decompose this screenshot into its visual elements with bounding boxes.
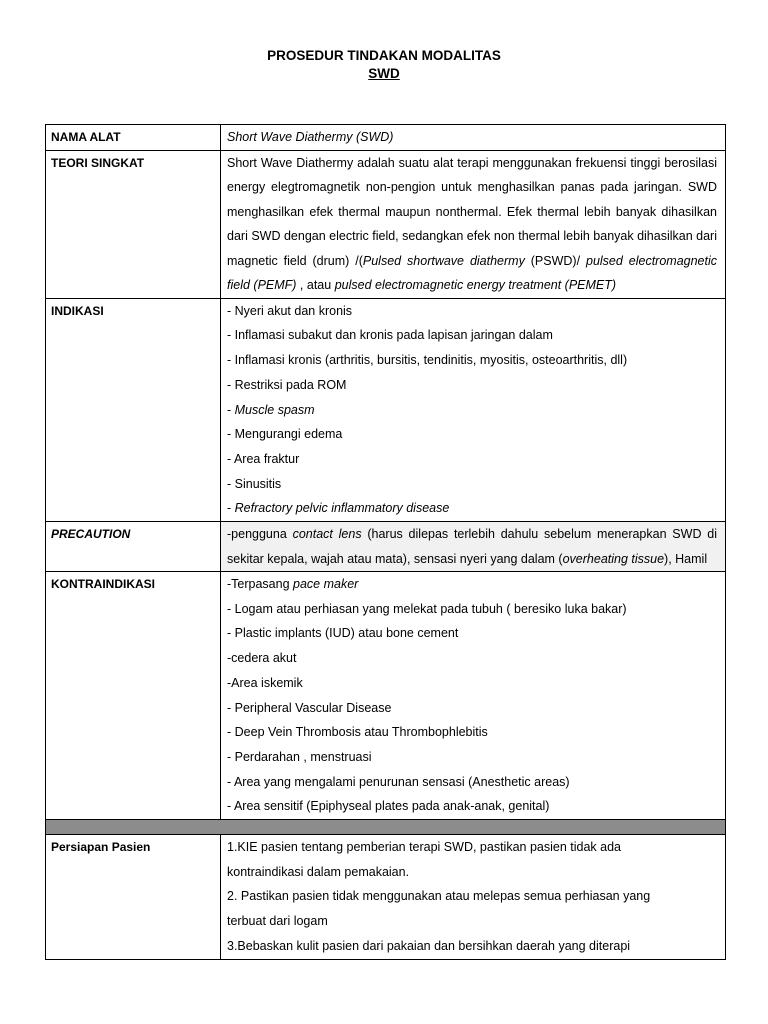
value-persiapan-pasien	[221, 835, 726, 960]
document-title: PROSEDUR TINDAKAN MODALITAS	[267, 48, 501, 63]
persiapan-line: kontraindikasi dalam pemakaian.	[227, 864, 410, 879]
kontraindikasi-item: -Area iskemik	[227, 675, 303, 690]
label-indikasi: INDIKASI	[46, 298, 221, 521]
procedure-table	[45, 124, 726, 960]
separator-bar	[46, 820, 726, 835]
kontraindikasi-item: - Logam atau perhiasan yang melekat pada tubuh ( beresiko luka bakar)	[227, 601, 627, 616]
indikasi-dash: -	[227, 501, 235, 516]
kontra-pace-maker: pace maker	[293, 577, 359, 592]
row-kontraindikasi	[46, 572, 726, 820]
indikasi-item: - Nyeri akut dan kronis	[227, 303, 353, 318]
row-persiapan-pasien	[46, 835, 726, 960]
value-nama-alat	[221, 125, 726, 151]
value-indikasi	[221, 298, 726, 521]
label-kontraindikasi: KONTRAINDIKASI	[46, 572, 221, 820]
indikasi-item: - Inflamasi kronis (arthritis, bursitis, tendinitis, myositis, osteoarthritis, dll)	[227, 353, 628, 368]
label-precaution	[46, 522, 221, 572]
precaution-contact-lens: contact lens	[292, 527, 362, 542]
kontraindikasi-item: - Deep Vein Thrombosis atau Thrombophlebitis	[227, 725, 488, 740]
indikasi-refractory: Refractory pelvic inflammatory disease	[234, 501, 450, 516]
row-indikasi	[46, 298, 726, 521]
label-teori-singkat: TEORI SINGKAT	[46, 150, 221, 298]
indikasi-item: - Restriksi pada ROM	[227, 377, 347, 392]
nama-alat-text: Short Wave Diathermy (SWD)	[227, 130, 394, 144]
value-precaution	[221, 522, 726, 572]
precaution-paragraph	[227, 522, 717, 571]
persiapan-line: 3.Bebaskan kulit pasien dari pakaian dan bersihkan daerah yang diterapi	[227, 938, 631, 953]
separator-row	[46, 820, 726, 835]
kontraindikasi-item: -cedera akut	[227, 651, 297, 666]
row-teori-singkat	[46, 150, 726, 298]
indikasi-item: - Sinusitis	[227, 476, 282, 491]
document-subtitle: SWD	[368, 66, 400, 81]
precaution-text-1: -pengguna	[227, 527, 293, 542]
indikasi-item	[227, 496, 717, 521]
label-nama-alat: NAMA ALAT	[46, 125, 221, 151]
kontraindikasi-item: - Plastic implants (IUD) atau bone cement	[227, 626, 459, 641]
kontraindikasi-item: - Peripheral Vascular Disease	[227, 700, 392, 715]
kontraindikasi-item	[227, 572, 717, 597]
teori-text-2: (PSWD)/	[524, 253, 586, 268]
indikasi-item	[227, 398, 717, 423]
indikasi-muscle-spasm: Muscle spasm	[234, 402, 315, 417]
persiapan-line: 2. Pastikan pasien tidak menggunakan atau melepas semua perhiasan yang	[227, 889, 651, 904]
persiapan-line: 1.KIE pasien tentang pemberian terapi SWD, pastikan pasien tidak ada	[227, 840, 621, 855]
teori-term-pemf: pulsed electromagnetic field (PEMF)	[227, 253, 718, 293]
kontraindikasi-item: - Perdarahan , menstruasi	[227, 749, 372, 764]
indikasi-dash: -	[227, 402, 235, 417]
persiapan-line: terbuat dari logam	[227, 914, 328, 929]
kontra-prefix: -Terpasang	[227, 577, 294, 592]
teori-text-1: Short Wave Diathermy adalah suatu alat terapi menggunakan frekuensi tinggi berosilasi energy elegtromagnetik non-pengion untuk menghasilkan panas pada jaringan. SWD menghasilkan efek thermal maupun nonthermal. Efek thermal lebih banyak dihasilkan dari SWD dengan electric field, sedangkan efek non thermal lebih banyak dihasilkan dari magnetic field (drum) /(	[227, 155, 717, 268]
indikasi-item: - Inflamasi subakut dan kronis pada lapisan jaringan dalam	[227, 328, 553, 343]
precaution-overheating: overheating tissue	[562, 551, 665, 566]
row-precaution	[46, 522, 726, 572]
indikasi-item: - Area fraktur	[227, 451, 300, 466]
indikasi-item: - Mengurangi edema	[227, 427, 343, 442]
teori-paragraph	[227, 151, 717, 298]
teori-term-pemet: pulsed electromagnetic energy treatment (PEMET)	[334, 278, 617, 293]
teori-text-3: , atau	[296, 278, 335, 293]
kontraindikasi-item: - Area sensitif (Epiphyseal plates pada anak-anak, genital)	[227, 799, 550, 814]
row-nama-alat	[46, 125, 726, 151]
precaution-text-3: ), Hamil	[664, 551, 708, 566]
value-kontraindikasi	[221, 572, 726, 820]
precaution-label-text: PRECAUTION	[51, 527, 131, 542]
kontraindikasi-item: - Area yang mengalami penurunan sensasi (Anesthetic areas)	[227, 774, 570, 789]
teori-term-pswd: Pulsed shortwave diathermy	[362, 253, 525, 268]
precaution-text-2: (harus dilepas terlebih dahulu sebelum menerapkan SWD di sekitar kepala, wajah atau mata), sensasi nyeri yang dalam (	[227, 527, 717, 566]
label-persiapan-pasien: Persiapan Pasien	[46, 835, 221, 960]
value-teori-singkat	[221, 150, 726, 298]
